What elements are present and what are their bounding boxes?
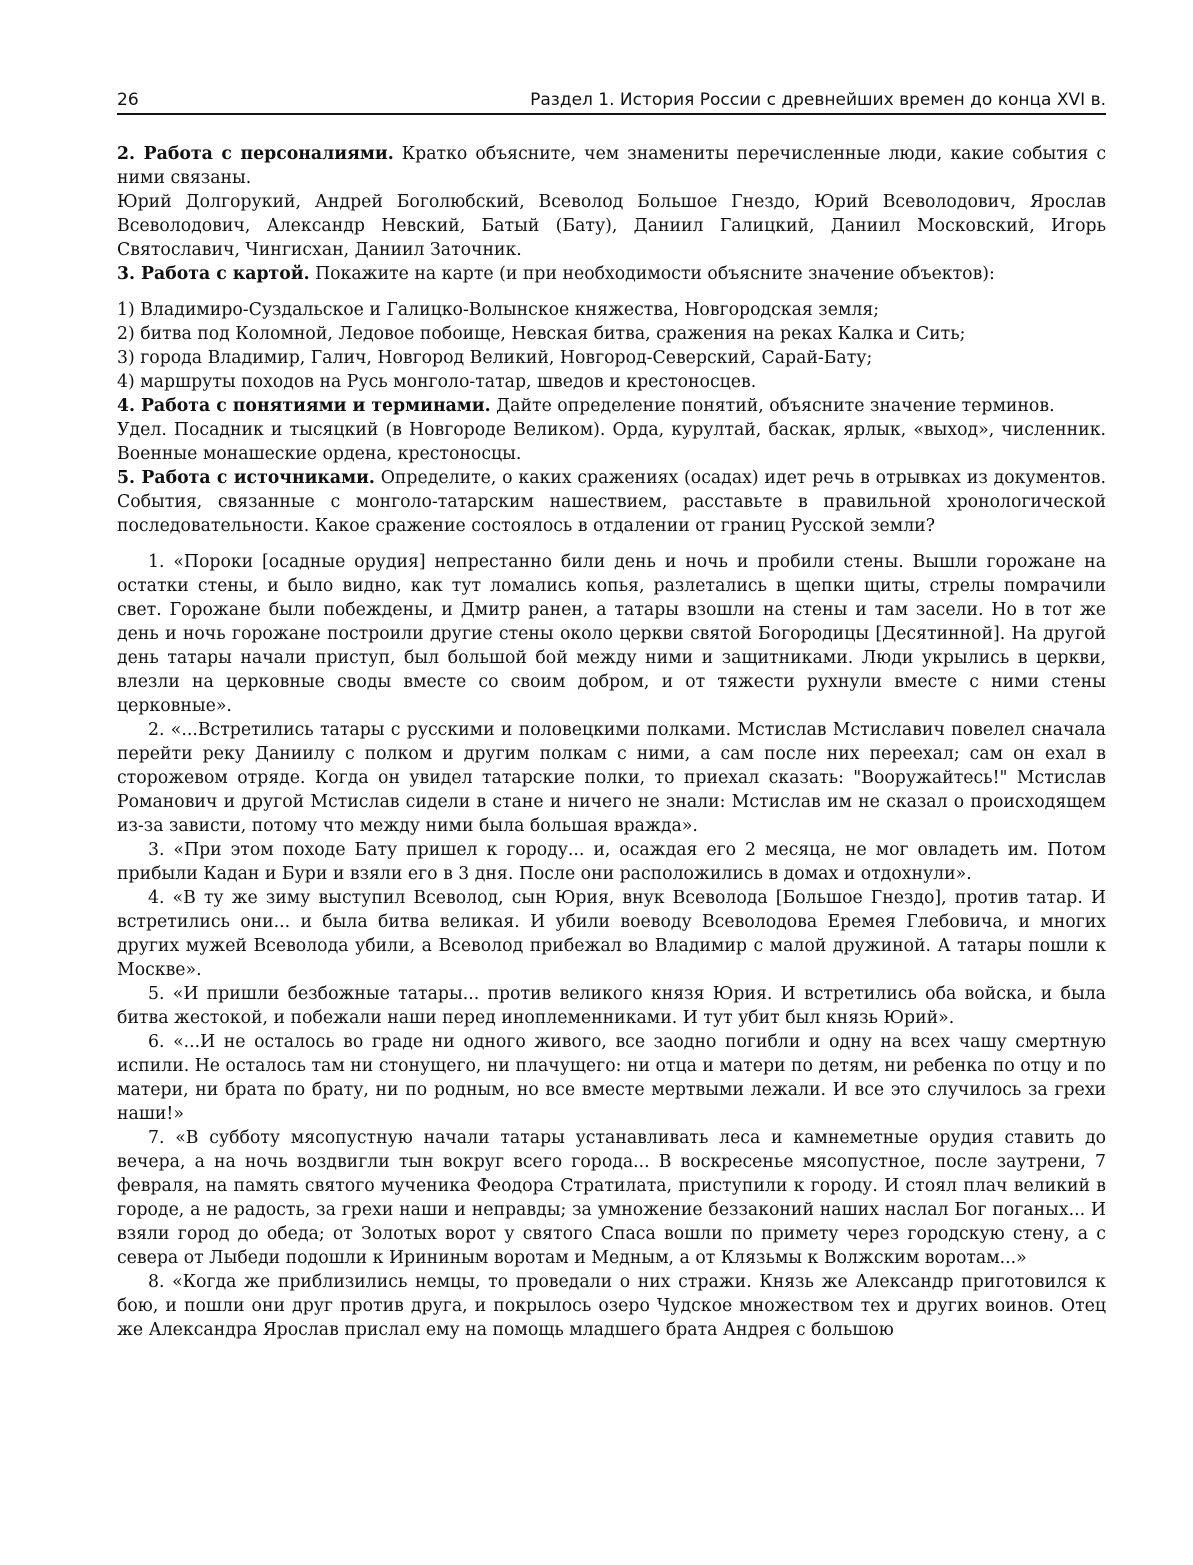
quote-6: 6. «...И не осталось во граде ни одного живого, все заодно погибли и одну на всех чашу смертную испили. Не осталось там ни стонущего, ни плачущего: ни отца и матери по детям, ни ребенка по отцу и по матери, ни брата по брату, ни по родным, но все вместе мертвыми лежали. И все это случилось за грехи наши!»	[117, 1032, 1106, 1124]
task5-heading	[117, 466, 1106, 538]
page-body	[117, 142, 1106, 1342]
running-header	[117, 80, 1106, 115]
quote-3: 3. «При этом походе Бату пришел к городу... и, осаждая его 2 месяца, не мог овладеть им. Потом прибыли Кадан и Бури и взяли его в 3 дня. После они расположились в домах и отдохнули».	[117, 840, 1106, 884]
task5-lead: 5. Работа с источниками.	[117, 468, 375, 488]
list-item: 2) битва под Коломной, Ледовое побоище, Невская битва, сражения на реках Калка и Сить;	[117, 324, 966, 344]
task3-text: Покажите на карте (и при необходимости объясните значение объектов):	[309, 264, 995, 284]
quote-2: 2. «...Встретились татары с русскими и половецкими полками. Мстислав Мстиславич повелел сначала перейти реку Даниилу с полком и другим полкам с ними, а сам после них переехал; сам он ехал в сторожевом отряде. Когда он увидел татарские полки, то приехал сказать: "Вооружайтесь!" Мстислав Романович и другой Мстислав сидели в стане и ничего не знали: Мстислав им не сказал о происходящем из-за зависти, потому что между ними была большая вражда».	[117, 720, 1106, 836]
task2-names: Юрий Долгорукий, Андрей Боголюбский, Всеволод Большое Гнездо, Юрий Всеволодович, Ярослав Всеволодович, Александр Невский, Батый (Бату), Даниил Галицкий, Даниил Московский, Игорь Святославич, Чингисхан, Даниил Заточник.	[117, 192, 1106, 260]
list-item: 1) Владимиро-Суздальское и Галицко-Волынское княжества, Новгородская земля;	[117, 300, 880, 320]
task4-text: Дайте определение понятий, объясните значение терминов.	[490, 396, 1055, 416]
task2-lead: 2. Работа с персоналиями.	[117, 144, 394, 164]
list-item: 4) маршруты походов на Русь монголо-татар, шведов и крестоносцев.	[117, 372, 757, 392]
task2-text: Кратко объясните, чем знамениты перечисленные люди, какие события с ними связаны.	[117, 144, 1107, 188]
quote-4: 4. «В ту же зиму выступил Всеволод, сын Юрия, внук Всеволода [Большое Гнездо], против татар. И встретились они... и была битва великая. И убили воеводу Всеволодова Еремея Глебовича, и многих других мужей Всеволода убили, а Всеволод прибежал во Владимир с малой дружиной. А татары пошли к Москве».	[117, 888, 1106, 980]
task4-lead: 4. Работа с понятиями и терминами.	[117, 396, 491, 416]
task2-heading	[117, 142, 1106, 190]
page-number: 26	[117, 90, 139, 110]
task3-list	[117, 298, 1106, 394]
list-item: 3) города Владимир, Галич, Новгород Великий, Новгород-Северский, Сарай-Бату;	[117, 348, 873, 368]
task4-heading	[117, 394, 1106, 418]
quote-1: 1. «Пороки [осадные орудия] непрестанно били день и ночь и пробили стены. Вышли горожане на остатки стены, и было видно, как тут ломались копья, разлетались в щепки щиты, стрелы помрачили свет. Горожане были побеждены, и Дмитр ранен, а татары взошли на стены и там засели. Но в тот же день и ночь горожане построили другие стены около церкви святой Богородицы [Десятинной]. На другой день татары начали приступ, был большой бой между ними и защитниками. Люди укрылись в церкви, влезли на церковные своды вместе со своим добром, и от тяжести рухнули вместе с ними стены церковные».	[117, 552, 1106, 716]
task5-text: Определите, о каких сражениях (осадах) идет речь в отрывках из документов. События, связанные с монголо-татарским нашествием, расставьте в правильной хронологической последовательности. Какое сражение состоялось в отдалении от границ Русской земли?	[117, 468, 1106, 536]
quote-5: 5. «И пришли безбожные татары... против великого князя Юрия. И встретились оба войска, и была битва жестокой, и побежали наши перед иноплеменниками. И тут убит был князь Юрий».	[117, 984, 1106, 1028]
task3-lead: 3. Работа с картой.	[117, 264, 310, 284]
quote-8: 8. «Когда же приблизились немцы, то проведали о них стражи. Князь же Александр приготовился к бою, и пошли они друг против друга, и покрылось озеро Чудское множеством тех и других воинов. Отец же Александра Ярослав прислал ему на помощь младшего брата Андрея с большою	[117, 1272, 1106, 1340]
section-title: Раздел 1. История России с древнейших времен до конца XVI в.	[530, 90, 1106, 110]
quote-7: 7. «В субботу мясопустную начали татары устанавливать леса и камнеметные орудия ставить до вечера, а на ночь воздвигли тын вокруг всего города... В воскресенье мясопустное, после заутрени, 7 февраля, на память святого мученика Феодора Стратилата, приступили к городу. И стоял плач великий в городе, а не радость, за грехи наши и неправды; за умножение беззаконий наших наслал Бог поганых... И взяли город до обеда; от Золотых ворот у святого Спаса вошли по примету через городскую стену, а с севера от Лыбеди подошли к Ирининым воротам и Медным, а от Клязьмы к Волжским воротам...»	[117, 1128, 1106, 1268]
task3-heading	[117, 262, 1106, 286]
task5-quotes	[117, 550, 1106, 1342]
page	[117, 80, 1106, 1342]
task4-terms: Удел. Посадник и тысяцкий (в Новгороде Великом). Орда, курултай, баскак, ярлык, «выход», численник. Военные монашеские ордена, крестоносцы.	[117, 420, 1106, 464]
